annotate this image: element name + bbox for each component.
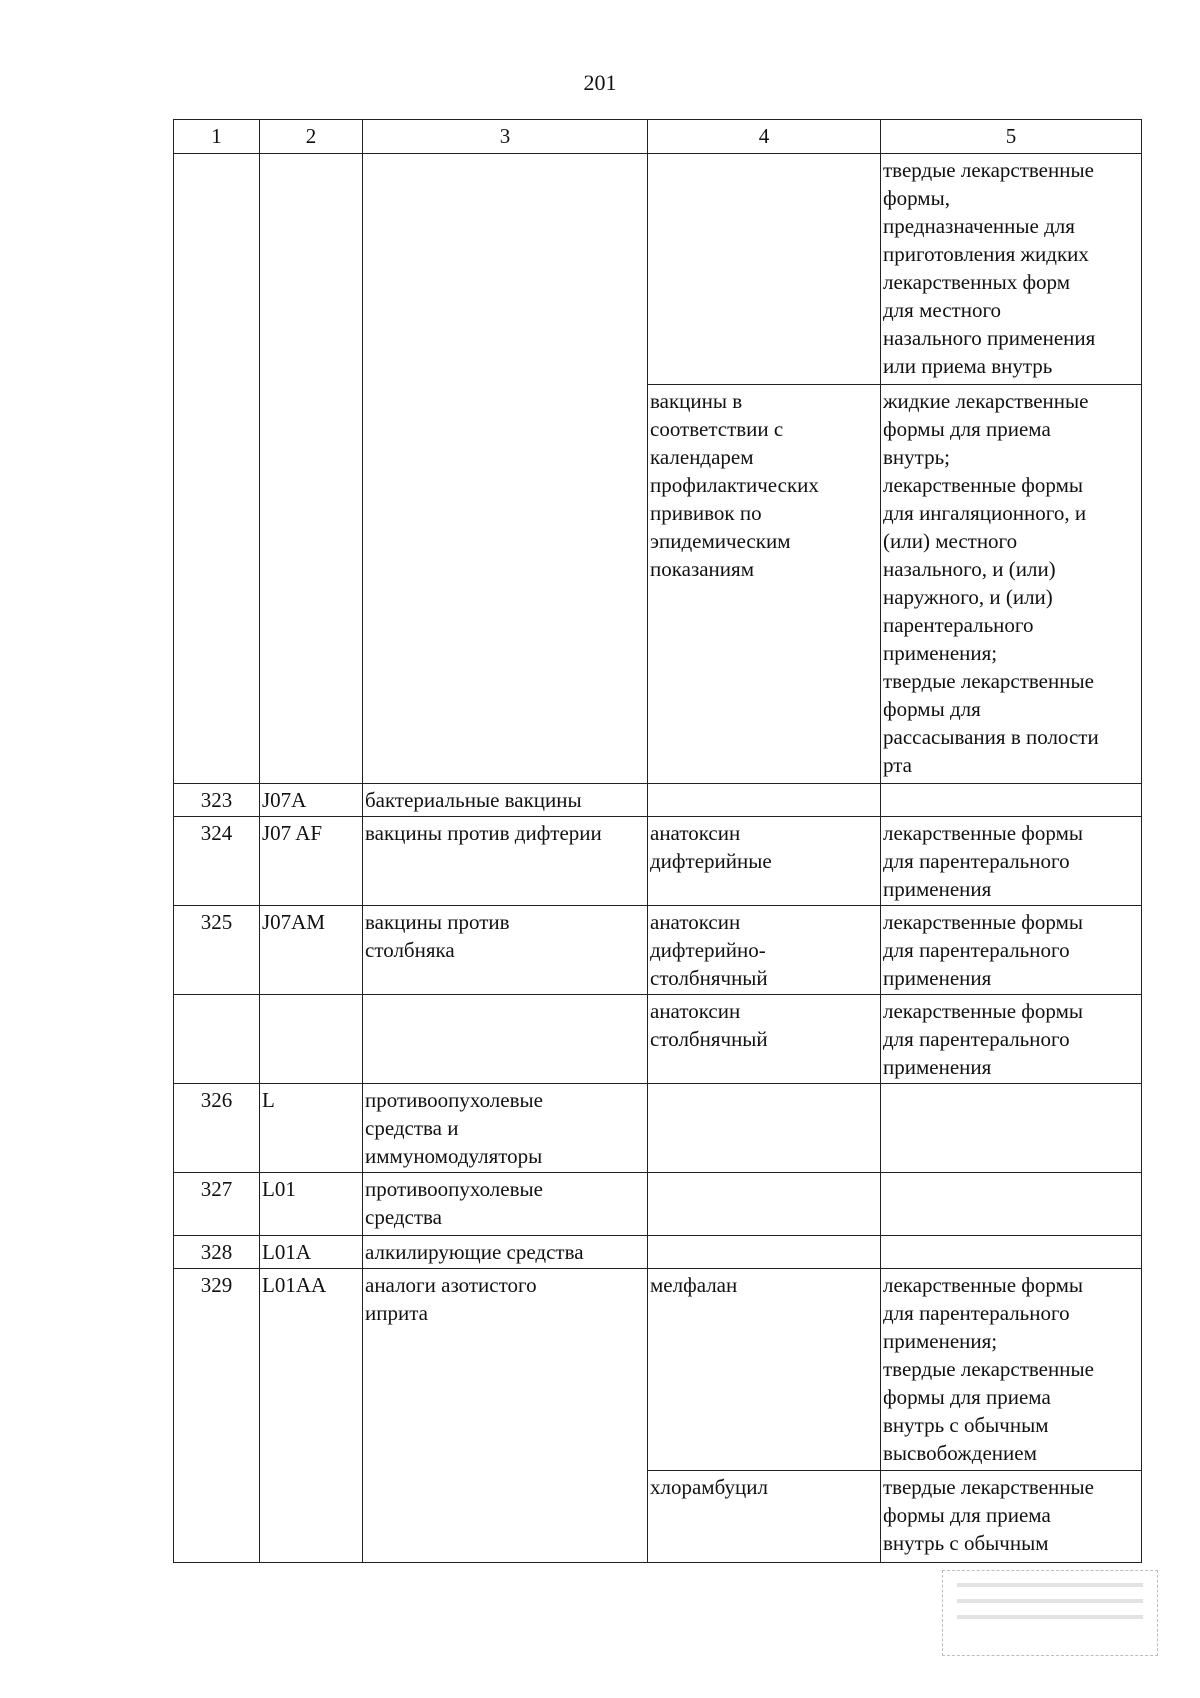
group-cell bbox=[363, 1269, 648, 1563]
row-number: 327 bbox=[200, 1177, 233, 1201]
drug-cell bbox=[648, 1084, 881, 1173]
atc-code: L01A bbox=[262, 1240, 311, 1264]
header-cell-4: 4 bbox=[648, 120, 881, 154]
row-number-cell bbox=[174, 1269, 260, 1563]
stamp-line bbox=[957, 1583, 1143, 1587]
drug-name: вакцины в соответствии с календарем профилактических прививок по эпидемическим показаниям bbox=[650, 389, 819, 581]
row-number: 326 bbox=[200, 1088, 233, 1112]
atc-code: J07AM bbox=[262, 910, 326, 934]
form-cell bbox=[881, 154, 1142, 385]
row-number: 325 bbox=[200, 910, 233, 934]
table-row bbox=[174, 817, 1142, 906]
table-row bbox=[174, 1269, 1142, 1471]
atc-code-cell bbox=[260, 154, 363, 784]
atc-code-cell bbox=[260, 1084, 363, 1173]
drug-cell bbox=[648, 385, 881, 784]
drug-cell bbox=[648, 154, 881, 385]
table-row bbox=[174, 154, 1142, 385]
atc-code: J07 AF bbox=[262, 821, 323, 845]
table-row bbox=[174, 1084, 1142, 1173]
table-row bbox=[174, 995, 1142, 1084]
group-cell bbox=[363, 1173, 648, 1236]
dosage-form: лекарственные формы для парентерального применения bbox=[883, 999, 1083, 1079]
drug-cell bbox=[648, 906, 881, 995]
form-cell bbox=[881, 1471, 1142, 1563]
dosage-form: жидкие лекарственные формы для приема внутрь; лекарственные формы для ингаляционного, и (или) местного назального, и (или) наружного, и (или) парентерального применения; твердые лекарственные формы для рассасывания в полости рта bbox=[883, 389, 1099, 777]
form-cell bbox=[881, 784, 1142, 817]
drug-name: хлорамбуцил bbox=[650, 1475, 768, 1499]
atc-code-cell bbox=[260, 995, 363, 1084]
row-number-cell bbox=[174, 995, 260, 1084]
row-number: 324 bbox=[200, 821, 233, 845]
group-cell bbox=[363, 817, 648, 906]
group-cell bbox=[363, 906, 648, 995]
drug-name: анатоксин дифтерийные bbox=[650, 821, 772, 873]
form-cell bbox=[881, 817, 1142, 906]
group-cell bbox=[363, 995, 648, 1084]
header-cell-3: 3 bbox=[363, 120, 648, 154]
row-number-cell bbox=[174, 154, 260, 784]
drug-list-table bbox=[173, 119, 1142, 1563]
form-cell bbox=[881, 1173, 1142, 1236]
form-cell bbox=[881, 385, 1142, 784]
row-number: 329 bbox=[200, 1273, 233, 1297]
atc-code-cell bbox=[260, 1269, 363, 1563]
group-name: алкилирующие средства bbox=[365, 1240, 584, 1264]
atc-code: J07A bbox=[262, 788, 307, 812]
form-cell bbox=[881, 906, 1142, 995]
group-cell bbox=[363, 1084, 648, 1173]
row-number-cell bbox=[174, 906, 260, 995]
group-name: вакцины против дифтерии bbox=[365, 821, 602, 845]
row-number-cell bbox=[174, 784, 260, 817]
row-number: 323 bbox=[200, 788, 233, 812]
header-row bbox=[174, 120, 1142, 154]
atc-code: L01AA bbox=[262, 1273, 327, 1297]
group-cell bbox=[363, 784, 648, 817]
drug-cell bbox=[648, 1173, 881, 1236]
group-name: бактериальные вакцины bbox=[365, 788, 582, 812]
header-cell-5: 5 bbox=[881, 120, 1142, 154]
header-cell-1: 1 bbox=[174, 120, 260, 154]
row-number-cell bbox=[174, 1084, 260, 1173]
drug-name: мелфалан bbox=[650, 1273, 738, 1297]
atc-code-cell bbox=[260, 817, 363, 906]
atc-code-cell bbox=[260, 906, 363, 995]
stamp-line bbox=[957, 1599, 1143, 1603]
drug-cell bbox=[648, 817, 881, 906]
form-cell bbox=[881, 1236, 1142, 1269]
drug-cell bbox=[648, 1269, 881, 1471]
group-cell bbox=[363, 1236, 648, 1269]
table-row bbox=[174, 784, 1142, 817]
group-name: аналоги азотистого иприта bbox=[365, 1273, 537, 1325]
atc-code-cell bbox=[260, 1173, 363, 1236]
drug-cell bbox=[648, 784, 881, 817]
atc-code: L bbox=[262, 1088, 275, 1112]
dosage-form: лекарственные формы для парентерального применения bbox=[883, 910, 1083, 990]
row-number-cell bbox=[174, 1236, 260, 1269]
form-cell bbox=[881, 1269, 1142, 1471]
drug-name: анатоксин дифтерийно- столбнячный bbox=[650, 910, 768, 990]
drug-cell bbox=[648, 1236, 881, 1269]
group-name: противоопухолевые средства и иммуномодуляторы bbox=[365, 1088, 543, 1168]
drug-cell bbox=[648, 995, 881, 1084]
table-row bbox=[174, 1173, 1142, 1236]
group-name: вакцины против столбняка bbox=[365, 910, 510, 962]
dosage-form: лекарственные формы для парентерального применения; твердые лекарственные формы для приема внутрь с обычным высвобождением bbox=[883, 1273, 1094, 1465]
row-number-cell bbox=[174, 817, 260, 906]
atc-code-cell bbox=[260, 1236, 363, 1269]
row-number: 328 bbox=[200, 1240, 233, 1264]
atc-code: L01 bbox=[262, 1177, 296, 1201]
group-cell bbox=[363, 154, 648, 784]
registration-stamp bbox=[942, 1570, 1158, 1656]
form-cell bbox=[881, 995, 1142, 1084]
dosage-form: твердые лекарственные формы для приема внутрь с обычным bbox=[883, 1475, 1094, 1555]
dosage-form: твердые лекарственные формы, предназначенные для приготовления жидких лекарственных форм для местного назального применения или приема внутрь bbox=[883, 158, 1096, 378]
dosage-form: лекарственные формы для парентерального применения bbox=[883, 821, 1083, 901]
stamp-line bbox=[957, 1615, 1143, 1619]
row-number-cell bbox=[174, 1173, 260, 1236]
table-row bbox=[174, 906, 1142, 995]
drug-cell bbox=[648, 1471, 881, 1563]
drug-name: анатоксин столбнячный bbox=[650, 999, 768, 1051]
table-row bbox=[174, 1236, 1142, 1269]
group-name: противоопухолевые средства bbox=[365, 1177, 543, 1229]
page-number: 201 bbox=[583, 70, 617, 95]
header-cell-2: 2 bbox=[260, 120, 363, 154]
atc-code-cell bbox=[260, 784, 363, 817]
form-cell bbox=[881, 1084, 1142, 1173]
